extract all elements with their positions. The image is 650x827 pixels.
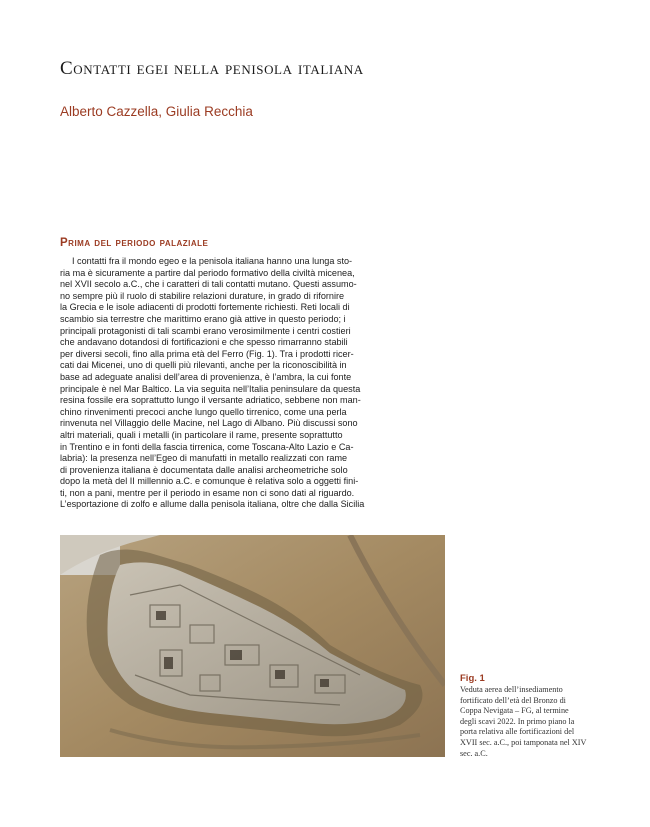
body-line: principale è nel Mar Baltico. La via seguita nell’Italia peninsulare da questa xyxy=(60,383,361,394)
caption-line: Coppa Nevigata – FG, al termine xyxy=(460,706,569,716)
body-line: ria ma è sicuramente a partire dal periodo formativo della civiltà micenea, xyxy=(60,267,355,278)
body-line: labria): la presenza nell’Egeo di manufatti in metallo realizzati con rame xyxy=(60,453,348,464)
figure-caption xyxy=(460,685,600,759)
body-line: che andavano dotandosi di fortificazioni e che spesso rimarranno stabili xyxy=(60,337,348,348)
body-line: in Trentino e in fonti della fascia tirrenica, come Toscana-Alto Lazio e Ca- xyxy=(60,441,354,452)
body-line: per diversi secoli, fino alla prima età del Ferro (Fig. 1). Tra i prodotti ricer- xyxy=(60,348,354,359)
body-line: L’esportazione di zolfo e allume dalla penisola italiana, oltre che dalla Sicilia xyxy=(60,499,365,510)
body-line: ti, non a pani, mentre per il periodo in esame non ci sono dati al riguardo. xyxy=(60,487,355,498)
figure-label: Fig. 1 xyxy=(460,673,485,684)
article-authors: Alberto Cazzella, Giulia Recchia xyxy=(60,104,253,119)
body-line: principali protagonisti di tali scambi erano verosimilmente i centri costieri xyxy=(60,325,351,336)
body-line: di provenienza italiana è documentata dalle analisi archeometriche solo xyxy=(60,464,348,475)
body-line: resina fossile era soprattutto lungo il versante adriatico, sebbene non man- xyxy=(60,395,361,406)
section-heading: Prima del periodo palaziale xyxy=(60,237,209,249)
caption-line: degli scavi 2022. In primo piano la xyxy=(460,716,575,726)
body-line: chino rinvenimenti precoci anche lungo quello tirrenico, come una perla xyxy=(60,406,347,417)
body-line: nel XVII secolo a.C., che i caratteri di tali contatti mutano. Questi assumo- xyxy=(60,279,357,290)
body-line: I contatti fra il mondo egeo e la penisola italiana hanno una lunga sto- xyxy=(72,256,353,266)
caption-line: Veduta aerea dell’insediamento xyxy=(460,685,563,694)
caption-line: porta relativa alle fortificazioni del xyxy=(460,727,575,737)
caption-line: fortificato dell’età del Bronzo di xyxy=(460,695,566,705)
body-line: scambio sia terrestre che marittimo erano già attive in questo periodo; i xyxy=(60,313,346,324)
body-line: no sempre più il ruolo di stabilire relazioni durature, in grado di rifornire xyxy=(60,290,345,301)
body-line: rinvenuta nel Villaggio delle Macine, nel Lago di Albano. Più discussi sono xyxy=(60,418,358,429)
body-paragraph xyxy=(60,256,445,511)
caption-line: XVII sec. a.C., poi tamponata nel XIV xyxy=(460,737,587,747)
body-line: base ad adeguate analisi dell’area di provenienza, è l’ambra, la cui fonte xyxy=(60,371,352,382)
aerial-photo xyxy=(60,535,445,757)
body-line: altri materiali, quali i metalli (in particolare il rame, presente soprattutto xyxy=(60,429,343,440)
article-title: Contatti egei nella penisola italiana xyxy=(60,58,364,79)
caption-line: sec. a.C. xyxy=(460,748,488,758)
body-line: cati dai Micenei, uno di quelli più rilevanti, anche per la riconoscibilità in xyxy=(60,360,347,371)
body-line: dopo la metà del II millennio a.C. e comunque è relativa solo a oggetti fini- xyxy=(60,476,359,487)
body-line: la Grecia e le isole adiacenti di prodotti fortemente richiesti. Reti locali di xyxy=(60,302,350,313)
aerial-photo-illustration xyxy=(60,535,445,757)
